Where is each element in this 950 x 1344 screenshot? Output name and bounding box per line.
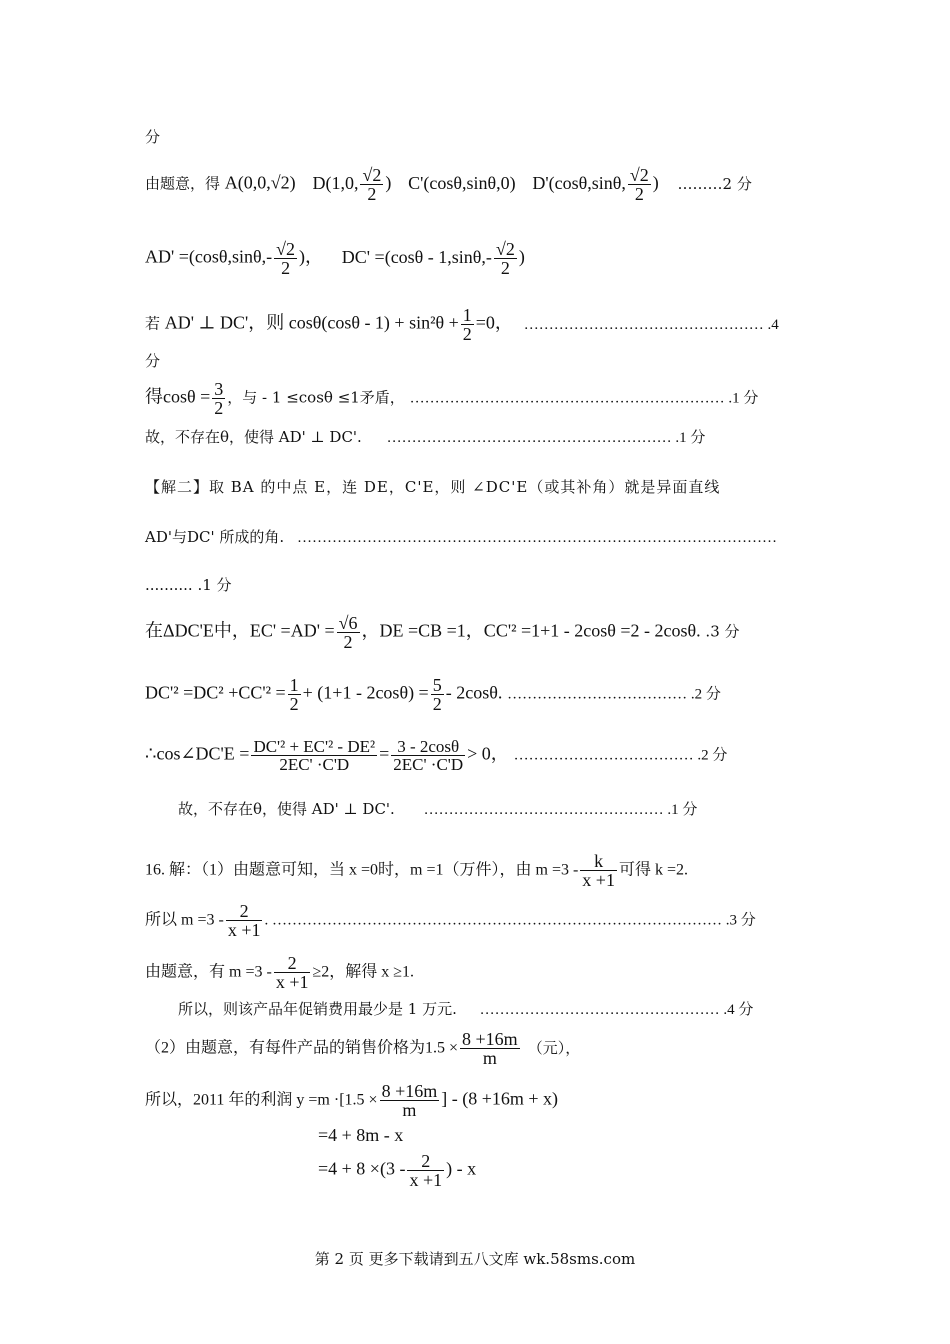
text-line: AD' =(cosθ,sinθ,- $\frac{√2}{2}$ )， DC' =(cosθ - 1,sinθ,- $\frac{√2}{2}$ ) bbox=[145, 239, 525, 278]
fraction: $\frac{\text{DC'² + EC'² - DE²}}{2EC' \cdot C'D}$ bbox=[253, 737, 376, 774]
fraction: $\frac{8 +16m}{m}$ bbox=[462, 1029, 518, 1068]
math-expr: =0， bbox=[475, 312, 513, 333]
line-text: 故，不存在θ，使得 AD' ⊥ DC'. bbox=[178, 800, 395, 818]
fraction: $\frac{1}{2}$ bbox=[289, 675, 299, 714]
text-line bbox=[145, 902, 756, 939]
text-line bbox=[145, 954, 414, 991]
text-line bbox=[145, 430, 705, 446]
math-expr: 由题意，有 m =3 - bbox=[145, 963, 272, 981]
text-line bbox=[145, 530, 777, 546]
math-expr: 所以 m =3 - bbox=[145, 911, 224, 929]
text-line bbox=[145, 306, 779, 343]
text-line bbox=[145, 676, 721, 713]
line-text: 由题意，得 bbox=[145, 174, 221, 193]
dots-score: ……………………………………………………… .1 分 bbox=[409, 390, 759, 407]
math-expr: C'(cosθ,sinθ,0) bbox=[408, 172, 516, 193]
math-expr: =4 + 8 ×(3 - bbox=[318, 1158, 406, 1179]
text-line bbox=[145, 852, 688, 889]
dots-score: ………2 分 bbox=[677, 174, 752, 193]
fraction: $\frac{2}{x +1}$ bbox=[275, 953, 309, 992]
math-expr: 可得 k =2. bbox=[618, 861, 688, 879]
text-line bbox=[145, 1030, 580, 1067]
text-line bbox=[145, 1082, 558, 1119]
dots-score: ………………………………………… .1 分 bbox=[423, 802, 698, 818]
line-text: 【解二】取 BA 的中点 E，连 DE，C'E，则 ∠DC'E（或其补角）就是异面直线 bbox=[145, 478, 721, 496]
text-line bbox=[145, 578, 232, 593]
text-line bbox=[145, 354, 160, 369]
math-expr: > 0， bbox=[467, 743, 509, 764]
math-expr: A(0,0,√2) bbox=[224, 172, 296, 193]
fraction: $\frac{3 - 2\cos\theta}{2EC' \cdot C'D}$ bbox=[393, 737, 464, 774]
fraction: $\frac{5}{2}$ bbox=[432, 675, 442, 714]
text-line bbox=[178, 1002, 753, 1018]
line-text: 若 bbox=[145, 314, 161, 333]
math-expr: 在ΔDC'E中，EC' =AD' = bbox=[145, 620, 335, 641]
line-text: 分 bbox=[145, 128, 161, 146]
text-line bbox=[145, 480, 720, 495]
line-text: 所以，则该产品年促销费用最少是 1 万元. bbox=[178, 1000, 457, 1018]
line-text: AD'与DC' 所成的角. bbox=[145, 528, 285, 546]
math-expr: ，DE =CB =1，CC'² =1+1 - 2cosθ =2 - 2cosθ. bbox=[361, 620, 701, 641]
math-expr: = bbox=[379, 743, 390, 764]
math-expr: DC' =(cosθ - 1,sinθ,- bbox=[341, 246, 492, 267]
fraction: $\frac{√2}{2}$ bbox=[276, 239, 296, 278]
fraction: $\frac{√2}{2}$ bbox=[495, 239, 515, 278]
text-line bbox=[318, 1126, 403, 1144]
math-expr: DC'² =DC² +CC'² = bbox=[145, 682, 286, 703]
fraction: $\frac{2}{x +1}$ bbox=[409, 1151, 443, 1190]
text-line: 由题意，得 A(0,0,√2) D(1,0, $\frac{√2}{2}$ ) C'(cosθ,sinθ,0) D'(cosθ,sinθ, $\frac{√2}{2}$ ) ………2 分 bbox=[145, 165, 752, 204]
math-expr: 所以，2011 年的利润 y =m ·[1.5 × bbox=[145, 1091, 378, 1109]
fraction: $\frac{1}{2}$ bbox=[462, 305, 472, 344]
dots-score: ………………………………………………… .1 分 bbox=[386, 430, 706, 446]
text-line bbox=[318, 1152, 476, 1189]
dots-score: ………………………………………… .4 bbox=[523, 316, 779, 333]
fraction: $\frac{√6}{2}$ bbox=[338, 613, 358, 652]
text-line bbox=[145, 130, 160, 145]
dots-score: ……………………………… .2 分 bbox=[507, 686, 721, 703]
text-line bbox=[145, 380, 758, 417]
line-text: （元）， bbox=[527, 1038, 581, 1057]
math-expr: ∴cos∠DC'E = bbox=[145, 743, 250, 764]
dots-score: .......... .1 分 bbox=[145, 576, 232, 594]
math-expr: ≥2，解得 x ≥1. bbox=[312, 963, 415, 981]
dots-score: .3 分 bbox=[705, 622, 740, 641]
dots-score: …………………………………………………………………………………… bbox=[296, 530, 777, 546]
line-text: ，与 - 1 ≤cosθ ≤1矛盾， bbox=[227, 388, 405, 407]
fraction: $\frac{2}{x +1}$ bbox=[227, 901, 261, 940]
fraction: $\frac{3}{2}$ bbox=[214, 379, 224, 418]
math-expr: AD' =(cosθ,sinθ,- bbox=[145, 246, 273, 267]
math-expr: + (1+1 - 2cosθ) = bbox=[302, 682, 429, 703]
math-expr: ) - x bbox=[446, 1158, 477, 1179]
line-text: 分 bbox=[145, 352, 161, 370]
math-expr: 16. 解：（1）由题意可知，当 x =0时，m =1（万件），由 m =3 - bbox=[145, 861, 579, 879]
math-expr: 得cosθ = bbox=[145, 386, 211, 407]
fraction: $\frac{√2}{2}$ bbox=[362, 165, 382, 204]
fraction: $\frac{√2}{2}$ bbox=[629, 165, 649, 204]
dots-score: ……………………………… .2 分 bbox=[513, 747, 728, 764]
math-expr: - 2cosθ. bbox=[445, 682, 503, 703]
page-footer: 第 2 页 更多下载请到五八文库 wk.58sms.com bbox=[314, 1250, 636, 1268]
text-line bbox=[178, 802, 697, 818]
math-expr: （2）由题意，有每件产品的销售价格为1.5 × bbox=[145, 1039, 459, 1057]
text-line bbox=[145, 614, 740, 651]
math-expr: D'(cosθ,sinθ, bbox=[532, 172, 626, 193]
math-expr: D(1,0, bbox=[312, 172, 359, 193]
dots-score: ………………………………………… .4 分 bbox=[479, 1002, 754, 1018]
math-expr: AD' ⊥ DC'，则 cosθ(cosθ - 1) + sin²θ + bbox=[164, 312, 459, 333]
math-expr: =4 + 8m - x bbox=[318, 1125, 404, 1145]
fraction: $\frac{k}{x +1}$ bbox=[582, 851, 615, 890]
dots-score: . ……………………………………………………………………………… .3 分 bbox=[264, 912, 756, 929]
text-line bbox=[145, 738, 727, 773]
line-text: 故，不存在θ，使得 AD' ⊥ DC'. bbox=[145, 428, 362, 446]
fraction: $\frac{8 +16m}{m}$ bbox=[381, 1081, 438, 1120]
math-expr: ] - (8 +16m + x) bbox=[441, 1088, 558, 1109]
